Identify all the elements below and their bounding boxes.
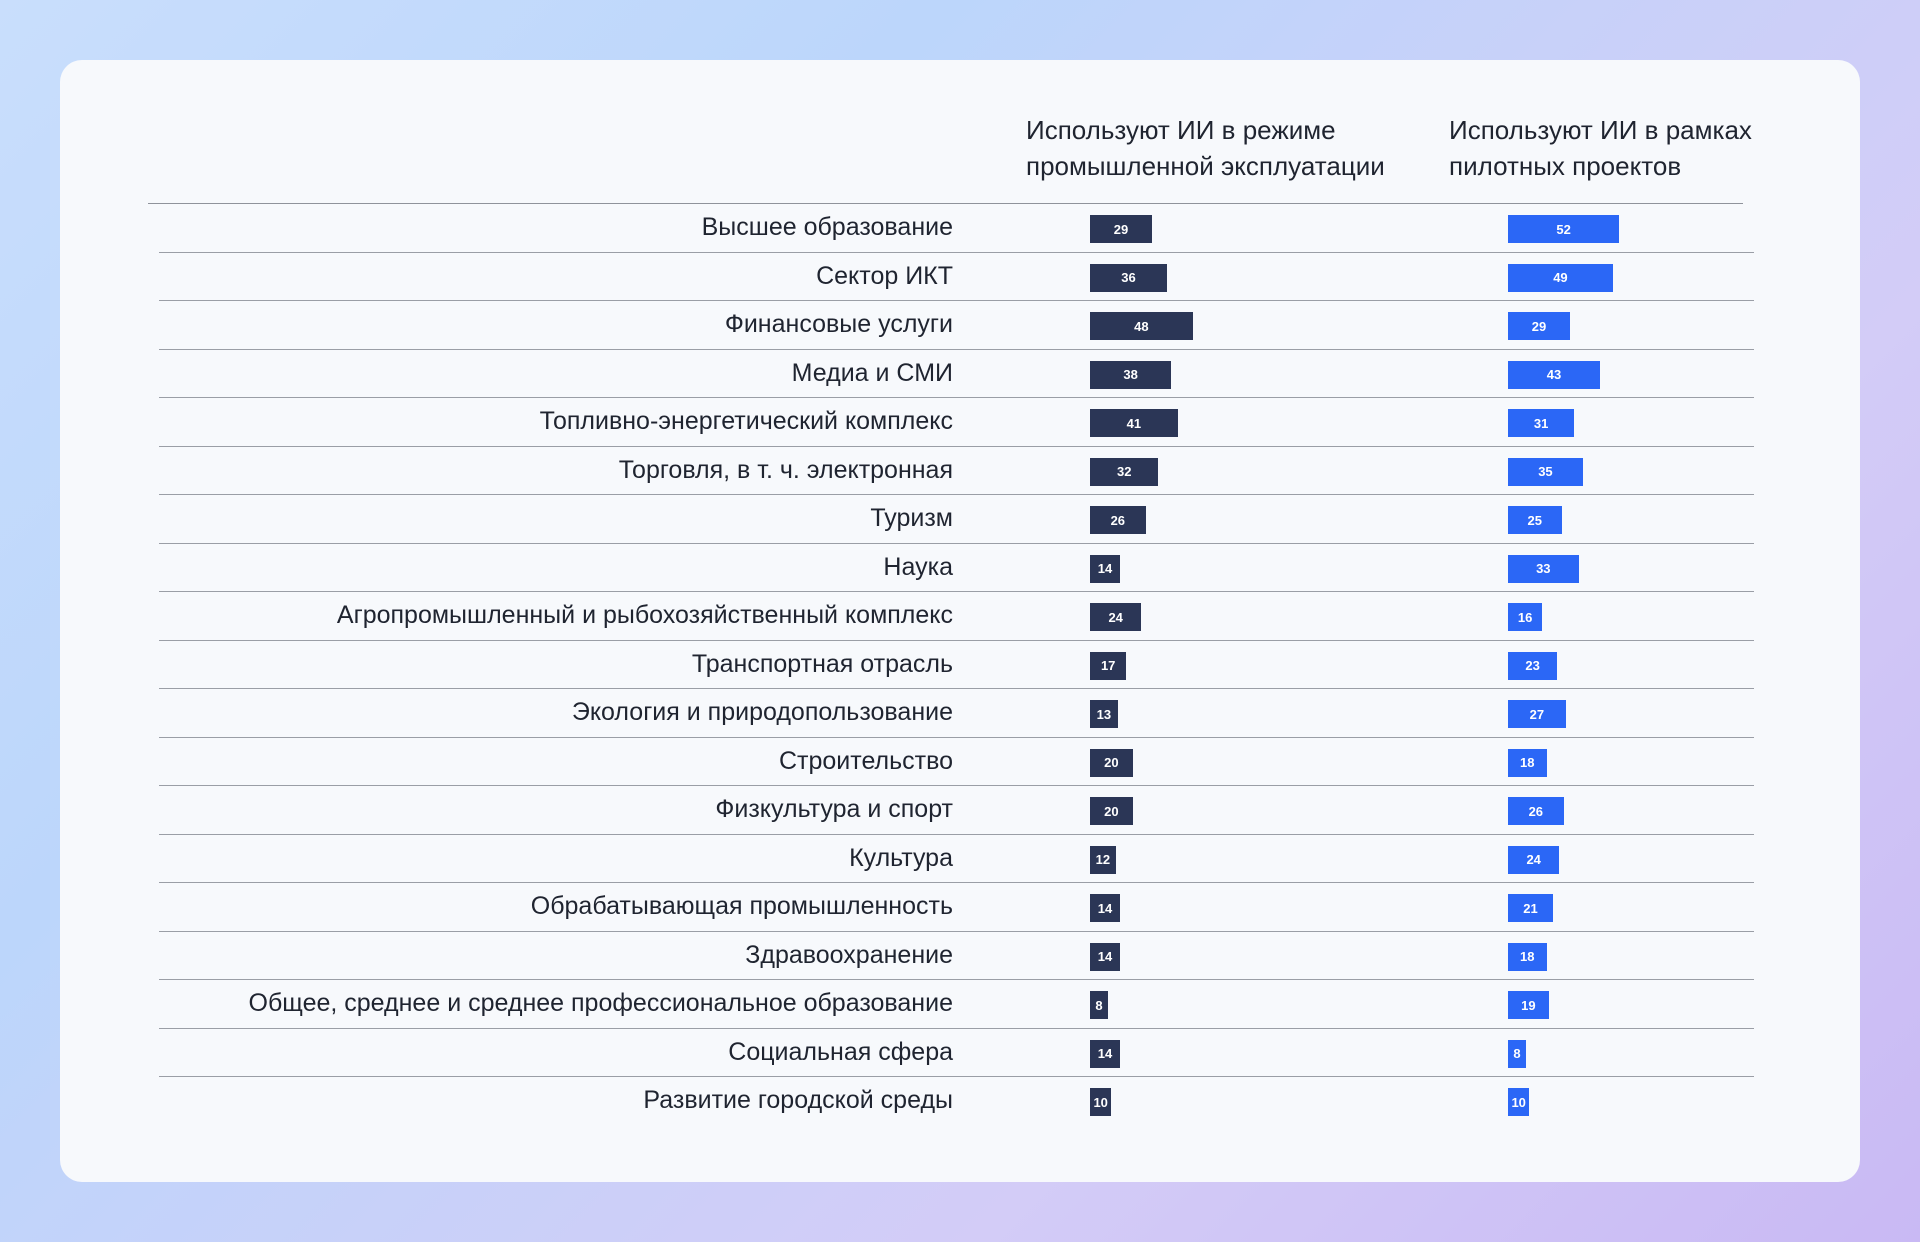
table-row <box>159 738 1754 787</box>
category-label: Строительство <box>779 746 953 775</box>
bar-production <box>1090 603 1141 631</box>
table-row <box>159 592 1754 641</box>
bar-production <box>1090 652 1126 680</box>
bar-value-label: 14 <box>1097 561 1113 576</box>
table-row <box>159 980 1754 1029</box>
bar-value-label: 26 <box>1110 512 1126 528</box>
table-row <box>159 398 1754 447</box>
bar-pilot <box>1508 797 1564 825</box>
bar-pilot <box>1508 1088 1529 1116</box>
bar-production <box>1090 749 1133 777</box>
category-label: Культура <box>849 843 953 872</box>
bar-value-label: 14 <box>1097 949 1113 964</box>
bar-pilot <box>1508 215 1619 243</box>
bar-pilot <box>1508 991 1549 1019</box>
bar-pilot <box>1508 603 1542 631</box>
bar-value-label: 35 <box>1538 464 1553 479</box>
category-label: Наука <box>883 552 953 581</box>
table-row <box>159 883 1754 932</box>
bar-value-label: 18 <box>1520 755 1535 770</box>
bar-value-label: 25 <box>1527 512 1542 528</box>
category-label: Общее, среднее и среднее профессиональное образование <box>248 989 953 1017</box>
bar-value-label: 29 <box>1113 221 1129 237</box>
bar-value-label: 33 <box>1536 561 1551 576</box>
category-label: Медиа и СМИ <box>791 358 953 387</box>
bar-value-label: 20 <box>1104 755 1119 770</box>
bar-value-label: 19 <box>1521 997 1536 1013</box>
category-label: Экология и природопользование <box>571 698 953 726</box>
bar-pilot <box>1508 312 1570 340</box>
bar-value-label: 24 <box>1526 852 1541 867</box>
bar-production <box>1090 264 1167 292</box>
bar-production <box>1090 458 1158 486</box>
category-label: Сектор ИКТ <box>816 261 953 290</box>
category-label: Развитие городской среды <box>643 1086 953 1114</box>
bar-value-label: 38 <box>1123 367 1138 382</box>
bar-value-label: 52 <box>1556 221 1571 237</box>
bar-production <box>1090 312 1193 340</box>
bar-pilot <box>1508 749 1547 777</box>
bar-pilot <box>1508 409 1574 437</box>
table-row <box>159 544 1754 593</box>
bar-value-label: 17 <box>1100 658 1116 673</box>
bar-production <box>1090 361 1171 389</box>
category-label: Топливно-энергетический комплекс <box>539 407 953 435</box>
bar-value-label: 21 <box>1523 900 1538 916</box>
bar-pilot <box>1508 700 1566 728</box>
bar-production <box>1090 409 1178 437</box>
bar-value-label: 16 <box>1517 609 1533 625</box>
bar-production <box>1090 700 1118 728</box>
category-label: Социальная сфера <box>728 1037 953 1066</box>
category-label: Торговля, в т. ч. электронная <box>618 455 953 484</box>
bar-value-label: 14 <box>1097 900 1113 916</box>
table-row <box>159 301 1754 350</box>
table-row <box>159 253 1754 302</box>
table-row <box>159 350 1754 399</box>
bar-value-label: 24 <box>1108 609 1123 625</box>
table-row <box>159 447 1754 496</box>
bar-production <box>1090 1040 1120 1068</box>
bar-pilot <box>1508 1040 1526 1068</box>
table-row <box>159 835 1754 884</box>
table-row <box>159 641 1754 690</box>
bar-production <box>1090 894 1120 922</box>
bar-production <box>1090 1088 1111 1116</box>
bar-pilot <box>1508 458 1583 486</box>
bar-value-label: 8 <box>1095 997 1103 1013</box>
bar-pilot <box>1508 506 1562 534</box>
bar-production <box>1090 215 1152 243</box>
category-label: Транспортная отрасль <box>691 649 953 678</box>
bar-value-label: 31 <box>1533 415 1549 431</box>
bar-value-label: 36 <box>1121 270 1136 285</box>
bar-production <box>1090 797 1133 825</box>
table-row <box>159 1029 1754 1078</box>
bar-value-label: 14 <box>1097 1046 1113 1061</box>
category-label: Финансовые услуги <box>724 310 953 338</box>
bar-pilot <box>1508 943 1547 971</box>
bar-pilot <box>1508 652 1557 680</box>
table-row <box>159 786 1754 835</box>
bar-production <box>1090 555 1120 583</box>
bar-pilot <box>1508 264 1613 292</box>
bar-production <box>1090 506 1146 534</box>
table-row <box>159 689 1754 738</box>
table-row <box>159 932 1754 981</box>
bar-pilot <box>1508 846 1559 874</box>
bar-production <box>1090 991 1108 1019</box>
bar-value-label: 32 <box>1117 464 1132 479</box>
table-row <box>159 204 1754 253</box>
category-label: Высшее образование <box>701 213 953 241</box>
bar-value-label: 41 <box>1126 415 1142 431</box>
bar-value-label: 10 <box>1511 1094 1526 1110</box>
chart-card <box>60 60 1860 1182</box>
bar-value-label: 23 <box>1525 658 1540 673</box>
category-label: Агропромышленный и рыбохозяйственный комплекс <box>336 601 953 629</box>
category-label: Физкультура и спорт <box>715 795 953 823</box>
bar-value-label: 8 <box>1513 1046 1521 1061</box>
bar-value-label: 10 <box>1093 1094 1108 1110</box>
bar-value-label: 48 <box>1134 318 1149 334</box>
bar-value-label: 49 <box>1553 270 1568 285</box>
column-header-pilot: Используют ИИ в рамках пилотных проектов <box>1449 115 1752 181</box>
bar-value-label: 43 <box>1546 367 1562 382</box>
bar-pilot <box>1508 555 1579 583</box>
bar-value-label: 29 <box>1531 318 1547 334</box>
bar-value-label: 20 <box>1104 803 1119 819</box>
bar-value-label: 18 <box>1520 949 1535 964</box>
bar-value-label: 26 <box>1528 803 1544 819</box>
bar-value-label: 27 <box>1529 706 1545 722</box>
table-row <box>159 495 1754 544</box>
bar-production <box>1090 943 1120 971</box>
column-header-production: Используют ИИ в режиме промышленной эксплуатации <box>1026 115 1385 181</box>
bar-value-label: 13 <box>1096 706 1112 722</box>
bar-pilot <box>1508 894 1553 922</box>
category-label: Туризм <box>870 504 953 532</box>
chart-rows <box>60 204 1860 1125</box>
category-label: Здравоохранение <box>745 940 953 969</box>
bar-production <box>1090 846 1116 874</box>
table-row <box>159 1077 1754 1125</box>
bar-value-label: 12 <box>1095 852 1111 867</box>
category-label: Обрабатывающая промышленность <box>530 892 953 920</box>
bar-pilot <box>1508 361 1600 389</box>
